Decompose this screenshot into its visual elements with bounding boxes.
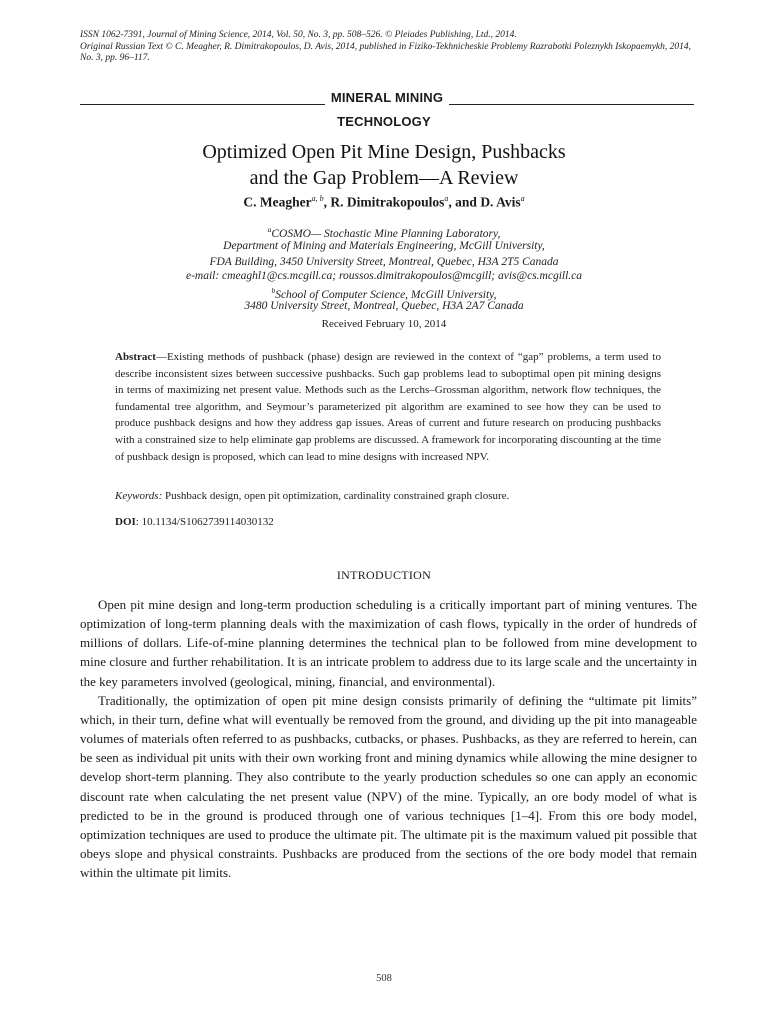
article-title-line2: and the Gap Problem—A Review: [249, 167, 519, 189]
journal-citation-line: ISSN 1062-7391, Journal of Mining Science, 2014, Vol. 50, No. 3, pp. 508–526. © Pleiades Publishing, Ltd., 2014.: [80, 30, 517, 40]
abstract-label: Abstract: [115, 351, 156, 363]
original-text-line: Original Russian Text © C. Meagher, R. Dimitrakopoulos, D. Avis, 2014, published in Fiziko-Tekhnicheskie Problemy Razrabotki Poleznykh Iskopaemykh, 2014, No. 3, pp. 96–117.: [80, 41, 692, 63]
doi-label: DOI: [115, 516, 136, 528]
affil-mark: b: [271, 286, 276, 295]
affiliation-line: 3480 University Street, Montreal, Quebec, H3A 2A7 Canada: [244, 300, 524, 312]
article-title-line1: Optimized Open Pit Mine Design, Pushbacks: [202, 141, 566, 163]
author-affil-mark: a, b: [311, 194, 324, 203]
keywords-label: Keywords:: [115, 490, 163, 502]
author-email-line: e-mail: cmeaghl1@cs.mcgill.ca; roussos.dimitrakopoulos@mcgill; avis@cs.mcgill.ca: [185, 270, 583, 282]
affiliation-line: FDA Building, 3450 University Street, Montreal, Quebec, H3A 2T5 Canada: [209, 256, 559, 268]
affil-mark: a: [267, 225, 272, 234]
author-affil-mark: a: [520, 194, 525, 203]
section-heading-line2: TECHNOLOGY: [337, 114, 431, 129]
affiliation-line: Department of Mining and Materials Engineering, McGill University,: [223, 240, 545, 252]
abstract-text: —Existing methods of pushback (phase) design are reviewed in the context of “gap” problems, a term used to describe inconsistent sizes between successive pushbacks. Such gap problems lead to suboptimal open pit mining designs in terms of maximizing net present value. Methods such as the Lerchs–Grossman algorithm, network flow techniques, the fundamental tree algorithm, and Seymour’s parameterized pit algorithm are examined to see how they can be used to produce pushback designs and how they address gap issues. Areas of current and future research on producing pushbacks with a constrained size to help eliminate gap problems are discussed. A framework for incorporating discounting at the time of pushback design is proposed, which can lead to mine designs with increased NPV.: [115, 351, 661, 463]
author-name: R. Dimitrakopoulos: [330, 194, 445, 210]
keywords-text: Pushback design, open pit optimization, cardinality constrained graph closure.: [162, 490, 510, 502]
author-affil-mark: a: [444, 194, 449, 203]
affiliation-line: $^b$School of Computer Science, McGill University,: [271, 286, 497, 301]
doi-link[interactable]: : 10.1134/S1062739114030132: [135, 516, 274, 528]
section-heading: [80, 90, 694, 105]
introduction-heading: INTRODUCTION: [336, 568, 432, 582]
affiliation-line: $^a$COSMO— Stochastic Mine Planning Laboratory,: [267, 225, 501, 240]
author-name: C. Meagher: [243, 194, 312, 210]
page-number: 508: [376, 973, 392, 984]
author-separator: ,: [323, 194, 331, 210]
author-list: [0, 194, 768, 211]
keywords: [115, 490, 661, 502]
body-paragraph: Traditionally, the optimization of open pit mine design consists primarily of defining the “ultimate pit limits” which, in their turn, define what will eventually be removed from the ground, and dividing up the pit into manageable volumes of materials often referred to as pushbacks, cutbacks, or phases. Pushbacks, as they are referred to herein, can be seen as individual pit units with their own working front and mining dynamics while allowing the mine designer to develop short-term planning. They also contribute to the yearly production schedules so one can apply an economic discount rate when calculating the net present value (NPV) of the mine. Typically, an ore body model of what is predicted to be in the ground is produced through one of various techniques [1–4]. From this ore body model, optimization techniques are used to produce the ultimate pit. The ultimate pit is the maximum valued pit possible that obeys slope and physical constraints. Pushbacks are produced from the sections of the ore body model that remain within the ultimate pit limits.: [80, 692, 697, 881]
section-rule-right: [449, 94, 694, 105]
introduction-body: [80, 595, 697, 882]
section-rule-left: [80, 94, 325, 105]
body-paragraph: Open pit mine design and long-term production scheduling is a critically important part of mining ventures. The optimization of long-term planning deals with the maximization of cash flows, typically in the order of hundreds of millions of dollars. Life-of-mine planning determines the technical plan to be followed from mine development to mine closure and further rehabilitation. It is an intricate problem to address due to its large scale and the uncertainty in the key parameters involved (geological, mining, financial, and environmental).: [80, 597, 697, 689]
received-date: Received February 10, 2014: [321, 318, 447, 330]
abstract: [115, 349, 661, 465]
section-heading-text: MINERAL MINING: [330, 90, 444, 105]
author-name: D. Avis: [480, 194, 521, 210]
journal-header: [80, 30, 700, 65]
doi: [115, 516, 661, 528]
author-separator: , and: [448, 194, 481, 210]
